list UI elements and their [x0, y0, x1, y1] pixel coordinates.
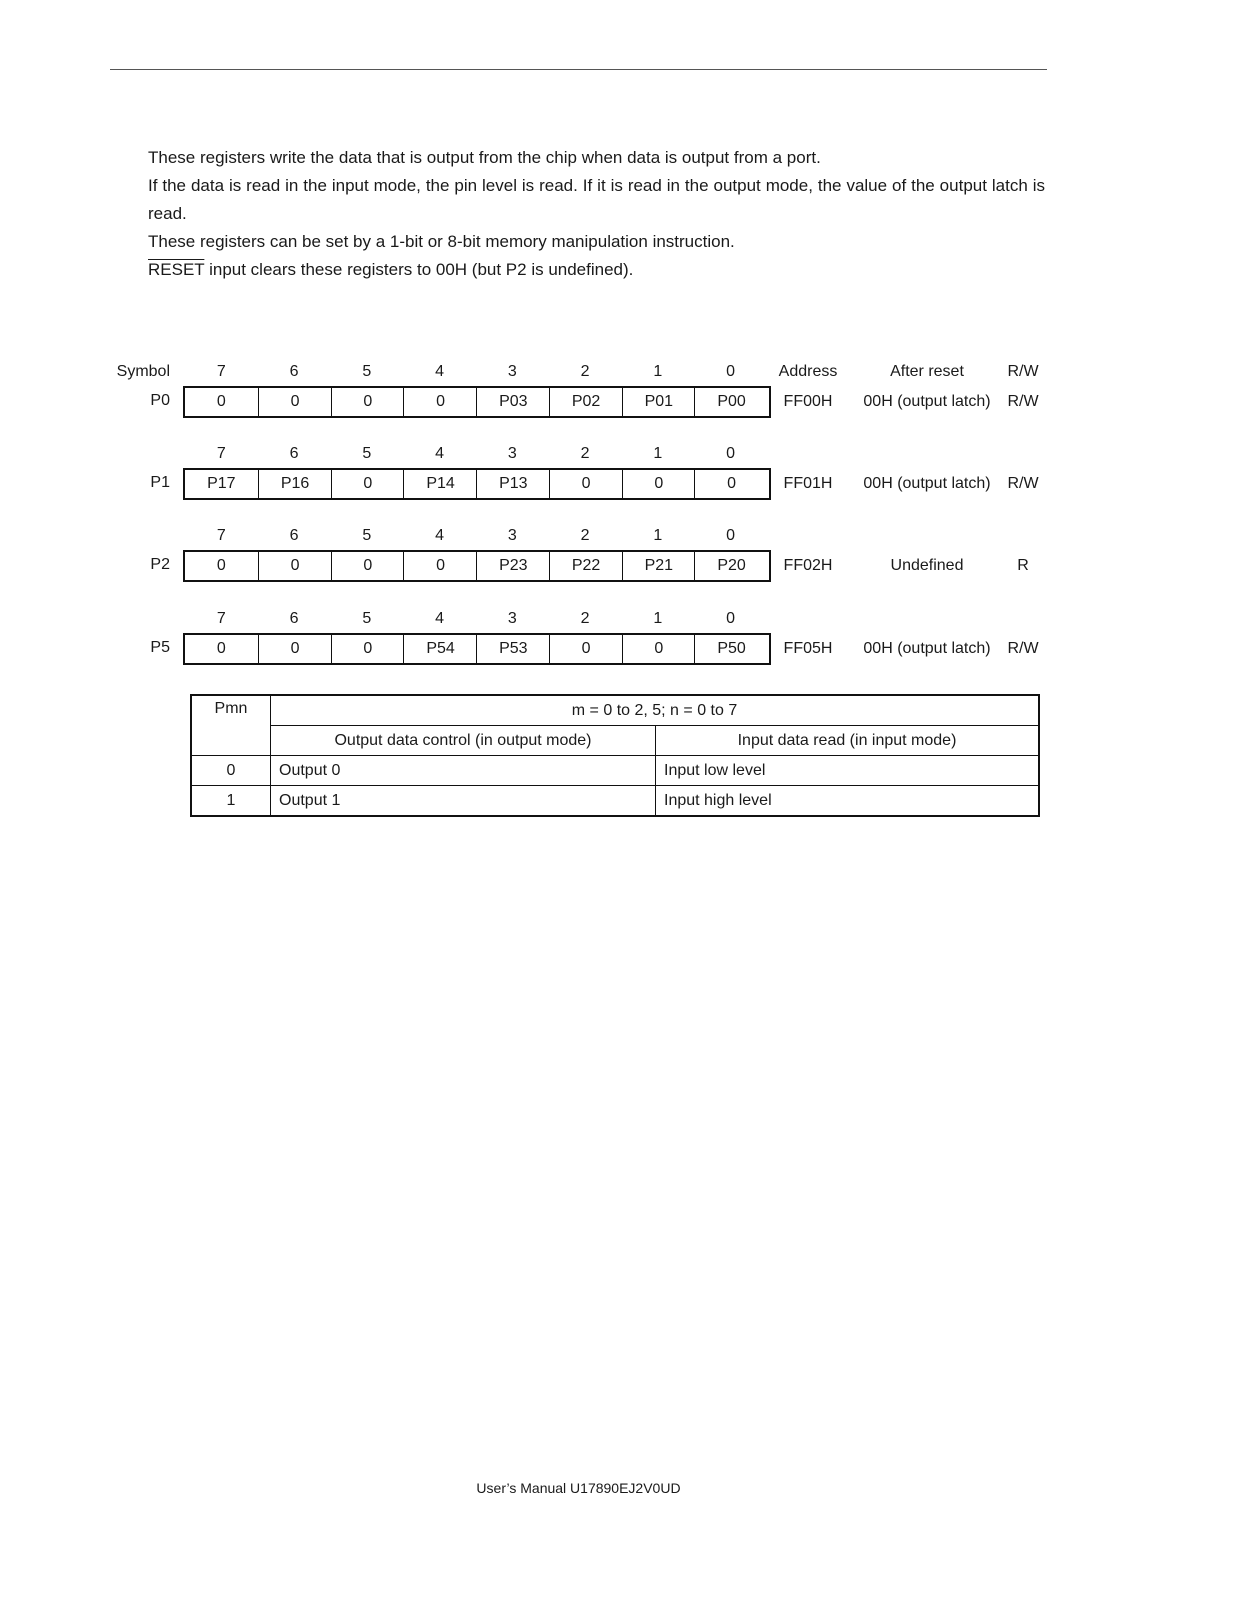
bit-number: 3 — [507, 527, 517, 544]
register-bit-box — [183, 386, 771, 418]
register-bit: P13 — [476, 470, 550, 498]
register-rw: R/W — [1007, 640, 1039, 657]
bit-legend-table — [190, 694, 1040, 817]
bit-number-row — [0, 604, 1237, 634]
rw-header: R/W — [1007, 363, 1039, 380]
register-after-reset: 00H (output latch) — [863, 475, 991, 492]
register-bit: P17 — [207, 475, 236, 492]
paragraph-reset — [148, 256, 1045, 284]
register-bit: 0 — [622, 470, 696, 498]
bit-number-row — [0, 521, 1237, 551]
bit-value: 0 — [191, 756, 271, 786]
bit-number: 5 — [362, 363, 372, 380]
register-bit: 0 — [549, 635, 623, 663]
bit-number: 4 — [435, 527, 445, 544]
register-bit: P20 — [694, 552, 768, 580]
bit-number: 1 — [653, 445, 663, 462]
register-bit: 0 — [403, 388, 477, 416]
bit-number: 1 — [653, 363, 663, 380]
bit-number: 0 — [726, 363, 736, 380]
register-rw: R/W — [1007, 475, 1039, 492]
register-bit: 0 — [216, 640, 226, 657]
reset-signal: RESET — [148, 260, 205, 279]
output-column-header: Output data control (in output mode) — [271, 726, 656, 756]
bit-number: 2 — [580, 445, 590, 462]
register-bit: 0 — [258, 552, 332, 580]
register-symbol: P0 — [150, 392, 170, 409]
register-bit: 0 — [331, 388, 405, 416]
register-after-reset: 00H (output latch) — [863, 393, 991, 410]
page-footer: User’s Manual U17890EJ2V0UD — [476, 1480, 681, 1496]
bit-number: 7 — [216, 527, 226, 544]
register-address: FF01H — [783, 475, 833, 492]
register-row-p0 — [0, 386, 1237, 416]
top-rule — [110, 69, 1047, 70]
register-bit: 0 — [622, 635, 696, 663]
register-bit-box — [183, 633, 771, 665]
register-bit: P21 — [622, 552, 696, 580]
register-row-p1 — [0, 468, 1237, 498]
bit-value: 1 — [191, 786, 271, 817]
address-header: Address — [778, 363, 838, 380]
register-bit: P22 — [549, 552, 623, 580]
bit-number: 7 — [216, 445, 226, 462]
register-bit: 0 — [403, 552, 477, 580]
bit-number: 3 — [507, 445, 517, 462]
register-bit: P50 — [694, 635, 768, 663]
bit-number: 6 — [289, 610, 299, 627]
register-row-p5 — [0, 633, 1237, 663]
bit-number: 2 — [580, 610, 590, 627]
register-bit: P23 — [476, 552, 550, 580]
bit-number: 4 — [435, 363, 445, 380]
register-bit: P16 — [258, 470, 332, 498]
register-symbol: P2 — [150, 556, 170, 573]
output-description: Output 1 — [271, 786, 656, 817]
after-reset-header: After reset — [890, 363, 964, 380]
symbol-header: Symbol — [116, 363, 170, 380]
bit-number: 7 — [216, 610, 226, 627]
bit-number: 6 — [289, 363, 299, 380]
register-bit: P53 — [476, 635, 550, 663]
range-header: m = 0 to 2, 5; n = 0 to 7 — [271, 695, 1040, 726]
bit-number: 3 — [507, 363, 517, 380]
bit-number: 0 — [726, 445, 736, 462]
input-description: Input high level — [656, 786, 1040, 817]
bit-number: 7 — [216, 363, 226, 380]
bit-number: 1 — [653, 610, 663, 627]
register-bit: P01 — [622, 388, 696, 416]
bit-number: 0 — [726, 610, 736, 627]
bit-number: 4 — [435, 610, 445, 627]
register-bit: 0 — [258, 388, 332, 416]
register-bit: 0 — [216, 557, 226, 574]
input-description: Input low level — [656, 756, 1040, 786]
bit-number: 0 — [726, 527, 736, 544]
bit-number: 2 — [580, 527, 590, 544]
register-bit: 0 — [216, 393, 226, 410]
register-bit: 0 — [331, 470, 405, 498]
table-row — [191, 756, 1039, 786]
bit-number: 5 — [362, 610, 372, 627]
input-column-header: Input data read (in input mode) — [656, 726, 1040, 756]
register-symbol: P1 — [150, 474, 170, 491]
bit-number-row — [0, 439, 1237, 469]
register-bit: 0 — [331, 552, 405, 580]
bit-number: 3 — [507, 610, 517, 627]
bit-number: 5 — [362, 527, 372, 544]
register-bit: P00 — [694, 388, 768, 416]
bit-number: 5 — [362, 445, 372, 462]
register-bit-box — [183, 550, 771, 582]
register-bit-box — [183, 468, 771, 500]
register-rw: R/W — [1007, 393, 1039, 410]
register-rw: R — [1017, 557, 1029, 574]
pmn-header: Pmn — [191, 695, 271, 756]
register-after-reset: Undefined — [890, 557, 964, 574]
register-bit: P03 — [476, 388, 550, 416]
reset-text: input clears these registers to 00H (but P2 is undefined). — [204, 260, 634, 279]
bit-number: 1 — [653, 527, 663, 544]
paragraph-2: If the data is read in the input mode, the pin level is read. If it is read in the output mode, the value of the output latch is read. — [148, 176, 1045, 223]
register-bit: 0 — [549, 470, 623, 498]
bit-number: 6 — [289, 445, 299, 462]
paragraph-3: These registers can be set by a 1-bit or 8-bit memory manipulation instruction. — [148, 232, 735, 251]
table-row — [191, 786, 1039, 817]
register-address: FF00H — [783, 393, 833, 410]
register-bit: 0 — [331, 635, 405, 663]
register-bit: P02 — [549, 388, 623, 416]
register-address: FF02H — [783, 557, 833, 574]
register-address: FF05H — [783, 640, 833, 657]
output-description: Output 0 — [271, 756, 656, 786]
register-bit: 0 — [258, 635, 332, 663]
bit-number: 2 — [580, 363, 590, 380]
description-text — [148, 144, 1045, 284]
register-symbol: P5 — [150, 639, 170, 656]
register-bit: 0 — [694, 470, 768, 498]
paragraph-1: These registers write the data that is output from the chip when data is output from a port. — [148, 148, 821, 167]
register-bit: P14 — [403, 470, 477, 498]
bit-number-row — [0, 357, 1237, 387]
register-row-p2 — [0, 550, 1237, 580]
bit-number: 4 — [435, 445, 445, 462]
register-bit: P54 — [403, 635, 477, 663]
bit-number: 6 — [289, 527, 299, 544]
register-after-reset: 00H (output latch) — [863, 640, 991, 657]
